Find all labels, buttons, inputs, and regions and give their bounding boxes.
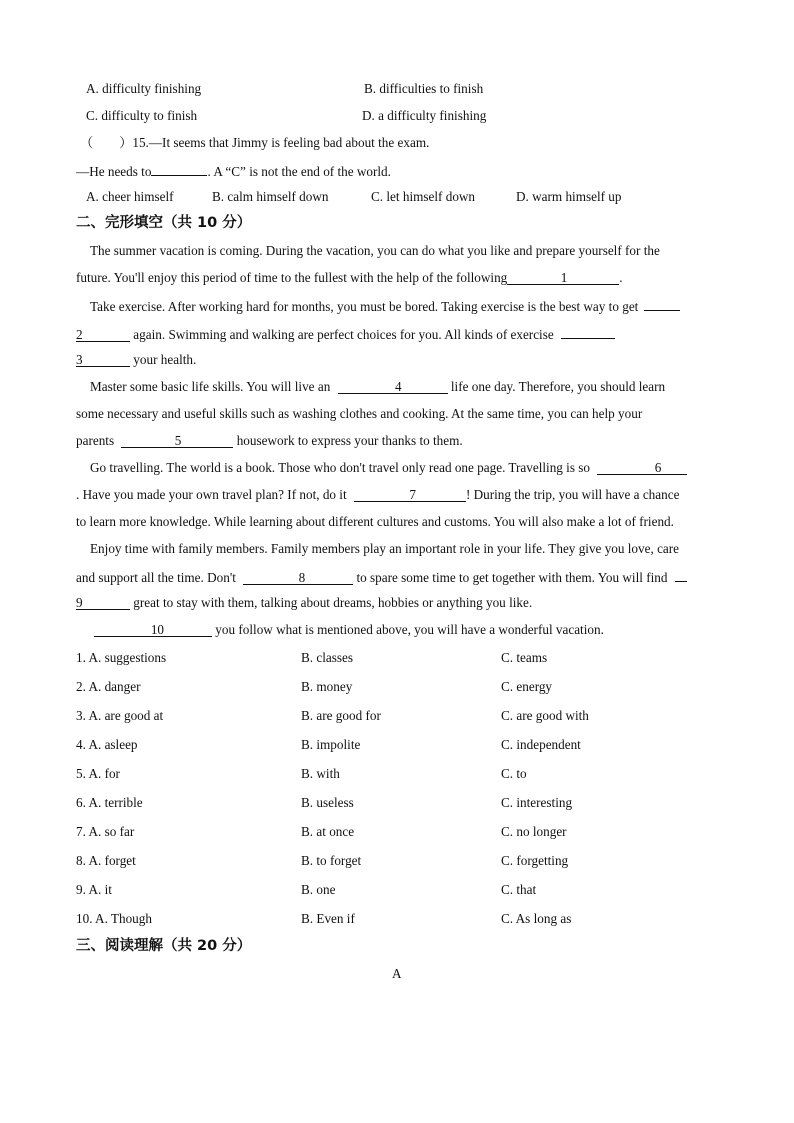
option-6-b: B. useless [301,795,354,810]
blank-2[interactable]: 2 [76,328,130,342]
option-5-c: C. to [501,766,527,781]
option-7-c: C. no longer [501,824,567,839]
passage-p6-line1: 10 you follow what is mentioned above, you will have a wonderful vacation. [94,622,604,638]
blank-9[interactable]: 9 [76,596,130,610]
passage-p2-line3: 3 your health. [76,352,197,367]
option-10-b: B. Even if [301,911,355,926]
option-10-a: 10. A. Though [76,911,152,926]
option-9-a: 9. A. it [76,882,112,897]
blank-5[interactable]: 5 [121,434,233,448]
passage-p4-line3: to learn more knowledge. While learning about different cultures and customs. You will also make a lot of friend. [76,514,674,529]
blank-4[interactable]: 4 [338,380,448,394]
option-1-b: B. classes [301,650,354,665]
option-10-c: C. As long as [501,911,572,926]
option-7-b: B. at once [301,824,355,839]
q14-option-a: A. difficulty finishing [86,81,202,96]
option-9-c: C. that [501,882,537,897]
q15-question: ）15.—It seems that Jimmy is feeling bad about the exam. [119,135,430,150]
passage-p2-line2: 2 again. Swimming and walking are perfect choices for you. All kinds of exercise [76,325,615,343]
q14-option-b: B. difficulties to finish [364,81,484,96]
option-4-a: 4. A. asleep [76,737,138,752]
passage-p4-line2: . Have you made your own travel plan? If not, do it 7 ! During the trip, you will have a chance [76,487,680,502]
q15-option-c: C. let himself down [371,189,476,204]
option-3-a: 3. A. are good at [76,708,164,723]
passage-p5-line3: 9 great to stay with them, talking about dreams, hobbies or anything you like. [76,595,533,610]
option-9-b: B. one [301,882,336,897]
option-8-a: 8. A. forget [76,853,136,868]
option-2-a: 2. A. danger [76,679,141,694]
passage-p5-line2: and support all the time. Don't 8 to spare some time to get together with them. You will find [76,568,687,586]
q15-blank[interactable] [151,162,207,176]
option-6-c: C. interesting [501,795,573,810]
q15-stem [80,135,429,151]
q15-option-a: A. cheer himself [86,189,174,204]
q15-option-d: D. warm himself up [516,189,622,204]
option-8-b: B. to forget [301,853,362,868]
passage-label: A [392,966,402,981]
passage-p5-line1: Enjoy time with family members. Family members play an important role in your life. They give you love, care [90,541,680,556]
passage-p2-line1: Take exercise. After working hard for months, you must be bored. Taking exercise is the best way to get [90,297,680,315]
option-7-a: 7. A. so far [76,824,135,839]
passage-p3-line2: some necessary and useful skills such as washing clothes and cooking. At the same time, you can help your [76,406,643,421]
passage-p3-line3: parents 5 housework to express your thanks to them. [76,433,463,448]
blank-8[interactable]: 8 [243,571,353,585]
section-2-title: 二、完形填空（共 10 分） [76,215,252,231]
blank-6[interactable]: 6 [597,461,687,475]
option-6-a: 6. A. terrible [76,795,143,810]
option-8-c: C. forgetting [501,853,569,868]
option-2-c: C. energy [501,679,553,694]
passage-p3-line1: Master some basic life skills. You will live an 4 life one day. Therefore, you should learn [90,379,666,394]
blank-7[interactable]: 7 [354,488,466,502]
q14-option-d: D. a difficulty finishing [362,108,487,123]
q15-answer-paren: （ [80,135,94,150]
option-4-c: C. independent [501,737,581,752]
passage-p4-line1: Go travelling. The world is a book. Those who don't travel only read one page. Travelling is so 6 [90,460,687,476]
option-4-b: B. impolite [301,737,361,752]
passage-p1-line1: The summer vacation is coming. During the vacation, you can do what you like and prepare yourself for the [90,243,660,258]
q15-option-b: B. calm himself down [212,189,329,204]
option-3-b: B. are good for [301,708,381,723]
option-5-a: 5. A. for [76,766,120,781]
q14-option-c: C. difficulty to finish [86,108,198,123]
passage-p1-line2: future. You'll enjoy this period of time to the fullest with the help of the following 1 . [76,270,623,285]
blank-3[interactable]: 3 [76,353,130,367]
q15-reply: —He needs to . A “C” is not the end of the world. [76,164,391,179]
option-3-c: C. are good with [501,708,589,723]
blank-1[interactable]: 1 [507,271,619,285]
blank-10[interactable]: 10 [94,623,212,637]
option-2-b: B. money [301,679,353,694]
option-1-c: C. teams [501,650,548,665]
section-3-title: 三、阅读理解（共 20 分） [76,938,252,954]
option-1-a: 1. A. suggestions [76,650,167,665]
option-5-b: B. with [301,766,340,781]
